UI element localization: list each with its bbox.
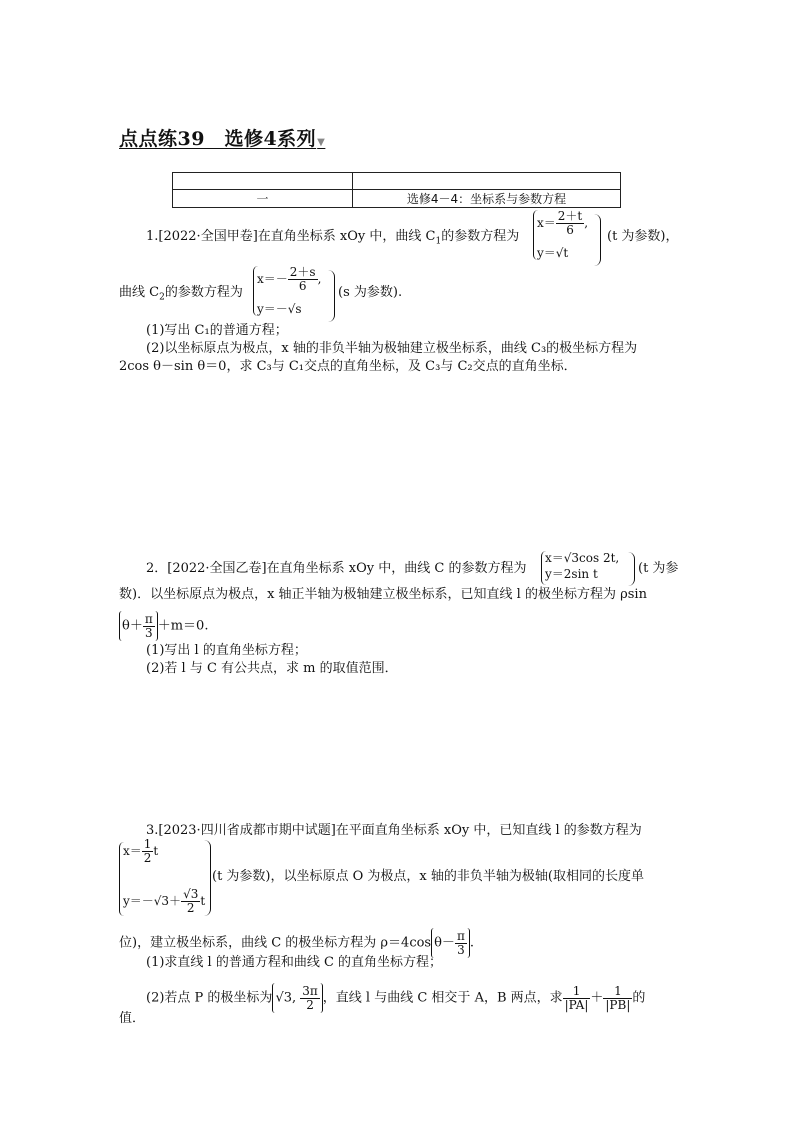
- q1-text: 的参数方程为: [164, 285, 243, 300]
- q2-paren: [628, 552, 635, 586]
- q3-line3: [119, 928, 474, 958]
- fraction: [142, 838, 154, 865]
- q3-text: 的: [632, 990, 646, 1006]
- denominator: 2: [143, 851, 152, 865]
- q1-text: 曲线 C: [119, 285, 160, 300]
- topic-table: [172, 172, 621, 208]
- table-cell-topic: 选修4－4：坐标系与参数方程: [353, 190, 621, 208]
- q1-paren: [594, 214, 601, 266]
- numerator: π: [456, 928, 465, 943]
- c2-y-eq: y＝－√s: [257, 302, 302, 316]
- q2-sub2: (2)若 l 与 C 有公共点，求 m 的取值范围．: [146, 661, 398, 676]
- q3-text: ，直线 l 与曲线 C 相交于 A，B 两点，求: [322, 990, 563, 1006]
- q1-line2: 曲线 $C_2$的参数方程为: [119, 285, 243, 303]
- q3-text: 位)，建立极坐标系，曲线 C 的极坐标方程为 ρ＝4cos: [119, 935, 432, 951]
- denominator: |PB|: [605, 997, 631, 1012]
- denominator: 3: [144, 625, 153, 640]
- q2-theta: θ＋: [122, 618, 143, 634]
- numerator: π: [144, 611, 153, 626]
- fraction: [181, 888, 200, 915]
- numerator: 1: [563, 985, 591, 999]
- numerator: 3π: [302, 983, 318, 998]
- table-cell: [173, 173, 353, 190]
- numerator: 1: [143, 837, 152, 851]
- fraction: [455, 930, 467, 957]
- table-cell-number: 一: [173, 190, 353, 208]
- numerator: √3: [183, 887, 199, 901]
- denominator: 2: [186, 901, 195, 915]
- q3-sub1: (1)求直线 l 的普通方程和曲线 C 的直角坐标方程；: [146, 955, 443, 970]
- denominator: 2: [306, 997, 314, 1012]
- fraction: [563, 985, 591, 1012]
- numerator: 2＋s: [289, 265, 316, 279]
- denominator: 6: [298, 279, 307, 293]
- q3-sub2-cont: 值．: [119, 1011, 146, 1026]
- c1-y-eq: y＝√t: [537, 246, 569, 260]
- c1-x-eq: x＝: [537, 216, 556, 230]
- q1-line1: 1.[2022·全国甲卷]在直角坐标系 xOy 中，曲线 $C_1$的参数方程为: [146, 229, 520, 247]
- q3-sub2: [146, 983, 645, 1013]
- table-cell: [353, 173, 621, 190]
- q3-y-eq: y＝－√3＋: [123, 894, 182, 908]
- fraction: [603, 985, 632, 1012]
- q2-equation-end: ＋m＝0.: [157, 618, 209, 634]
- q2-line2: 数)．以坐标原点为极点，x 轴正半轴为极轴建立极坐标系，已知直线 l 的极坐标方程为 ρsin: [119, 587, 647, 602]
- fraction: [288, 266, 318, 293]
- plus-sign: ＋: [590, 990, 604, 1006]
- q3-rho: √3,: [275, 990, 297, 1006]
- q2-sub1: (1)写出 l 的直角坐标方程；: [146, 643, 307, 658]
- page-title: [119, 124, 325, 151]
- q1-paren: [328, 270, 335, 322]
- q1-param-note: (t 为参数)，: [607, 229, 679, 244]
- q2-line1: 2．[2022·全国乙卷]在直角坐标系 xOy 中，曲线 C 的参数方程为: [146, 561, 527, 576]
- table-row: [173, 173, 621, 190]
- q3-theta: θ－: [434, 935, 455, 951]
- denominator: 6: [566, 223, 574, 237]
- fraction: [300, 985, 320, 1012]
- fraction: [143, 613, 155, 640]
- q3-paren: [204, 840, 211, 916]
- q1-text: 1.[2022·全国甲卷]在直角坐标系 xOy 中，曲线 C: [146, 229, 436, 244]
- q1-sub1: (1)写出 C₁的普通方程；: [146, 323, 288, 338]
- table-row: [173, 190, 621, 208]
- q1-sub2-cont: 2cos θ－sin θ＝0，求 C₃与 C₁交点的直角坐标，及 C₃与 C₂交点的直角坐标．: [119, 359, 577, 374]
- q2-y-eq: y＝2sin t: [545, 567, 598, 581]
- q2-line3: [119, 611, 208, 641]
- q1-sub2: (2)以坐标原点为极点，x 轴的非负半轴为极轴建立极坐标系，曲线 C₃的极坐标方程为: [146, 341, 638, 356]
- q1-text: 的参数方程为: [441, 229, 520, 244]
- q3-period: .: [469, 935, 474, 951]
- denominator: |PA|: [564, 997, 589, 1012]
- q3-x-t: t: [153, 844, 159, 858]
- q3-y-t: t: [200, 894, 206, 908]
- q2-param-note: (t 为参: [638, 561, 679, 576]
- c2-x-eq: x＝－: [257, 272, 288, 286]
- q3-text: (2)若点 P 的极坐标为: [146, 990, 273, 1006]
- q2-x-eq: x＝√3cos 2t,: [545, 551, 620, 565]
- q3-line1: 3.[2023·四川省成都市期中试题]在平面直角坐标系 xOy 中，已知直线 l 的参数方程为: [146, 823, 642, 838]
- page-title-text: 点点练39 选修4系列: [119, 128, 317, 150]
- numerator: 2＋t: [557, 209, 583, 223]
- fraction: [556, 210, 584, 237]
- q1-param-note: (s 为参数).: [338, 285, 403, 300]
- q3-x-eq: x＝: [123, 844, 142, 858]
- dropdown-triangle-icon: ▼: [317, 137, 326, 148]
- denominator: 3: [457, 942, 465, 957]
- numerator: 1: [603, 985, 632, 999]
- q3-line2: (t 为参数)，以坐标原点 O 为极点，x 轴的非负半轴为极轴(取相同的长度单: [212, 869, 644, 884]
